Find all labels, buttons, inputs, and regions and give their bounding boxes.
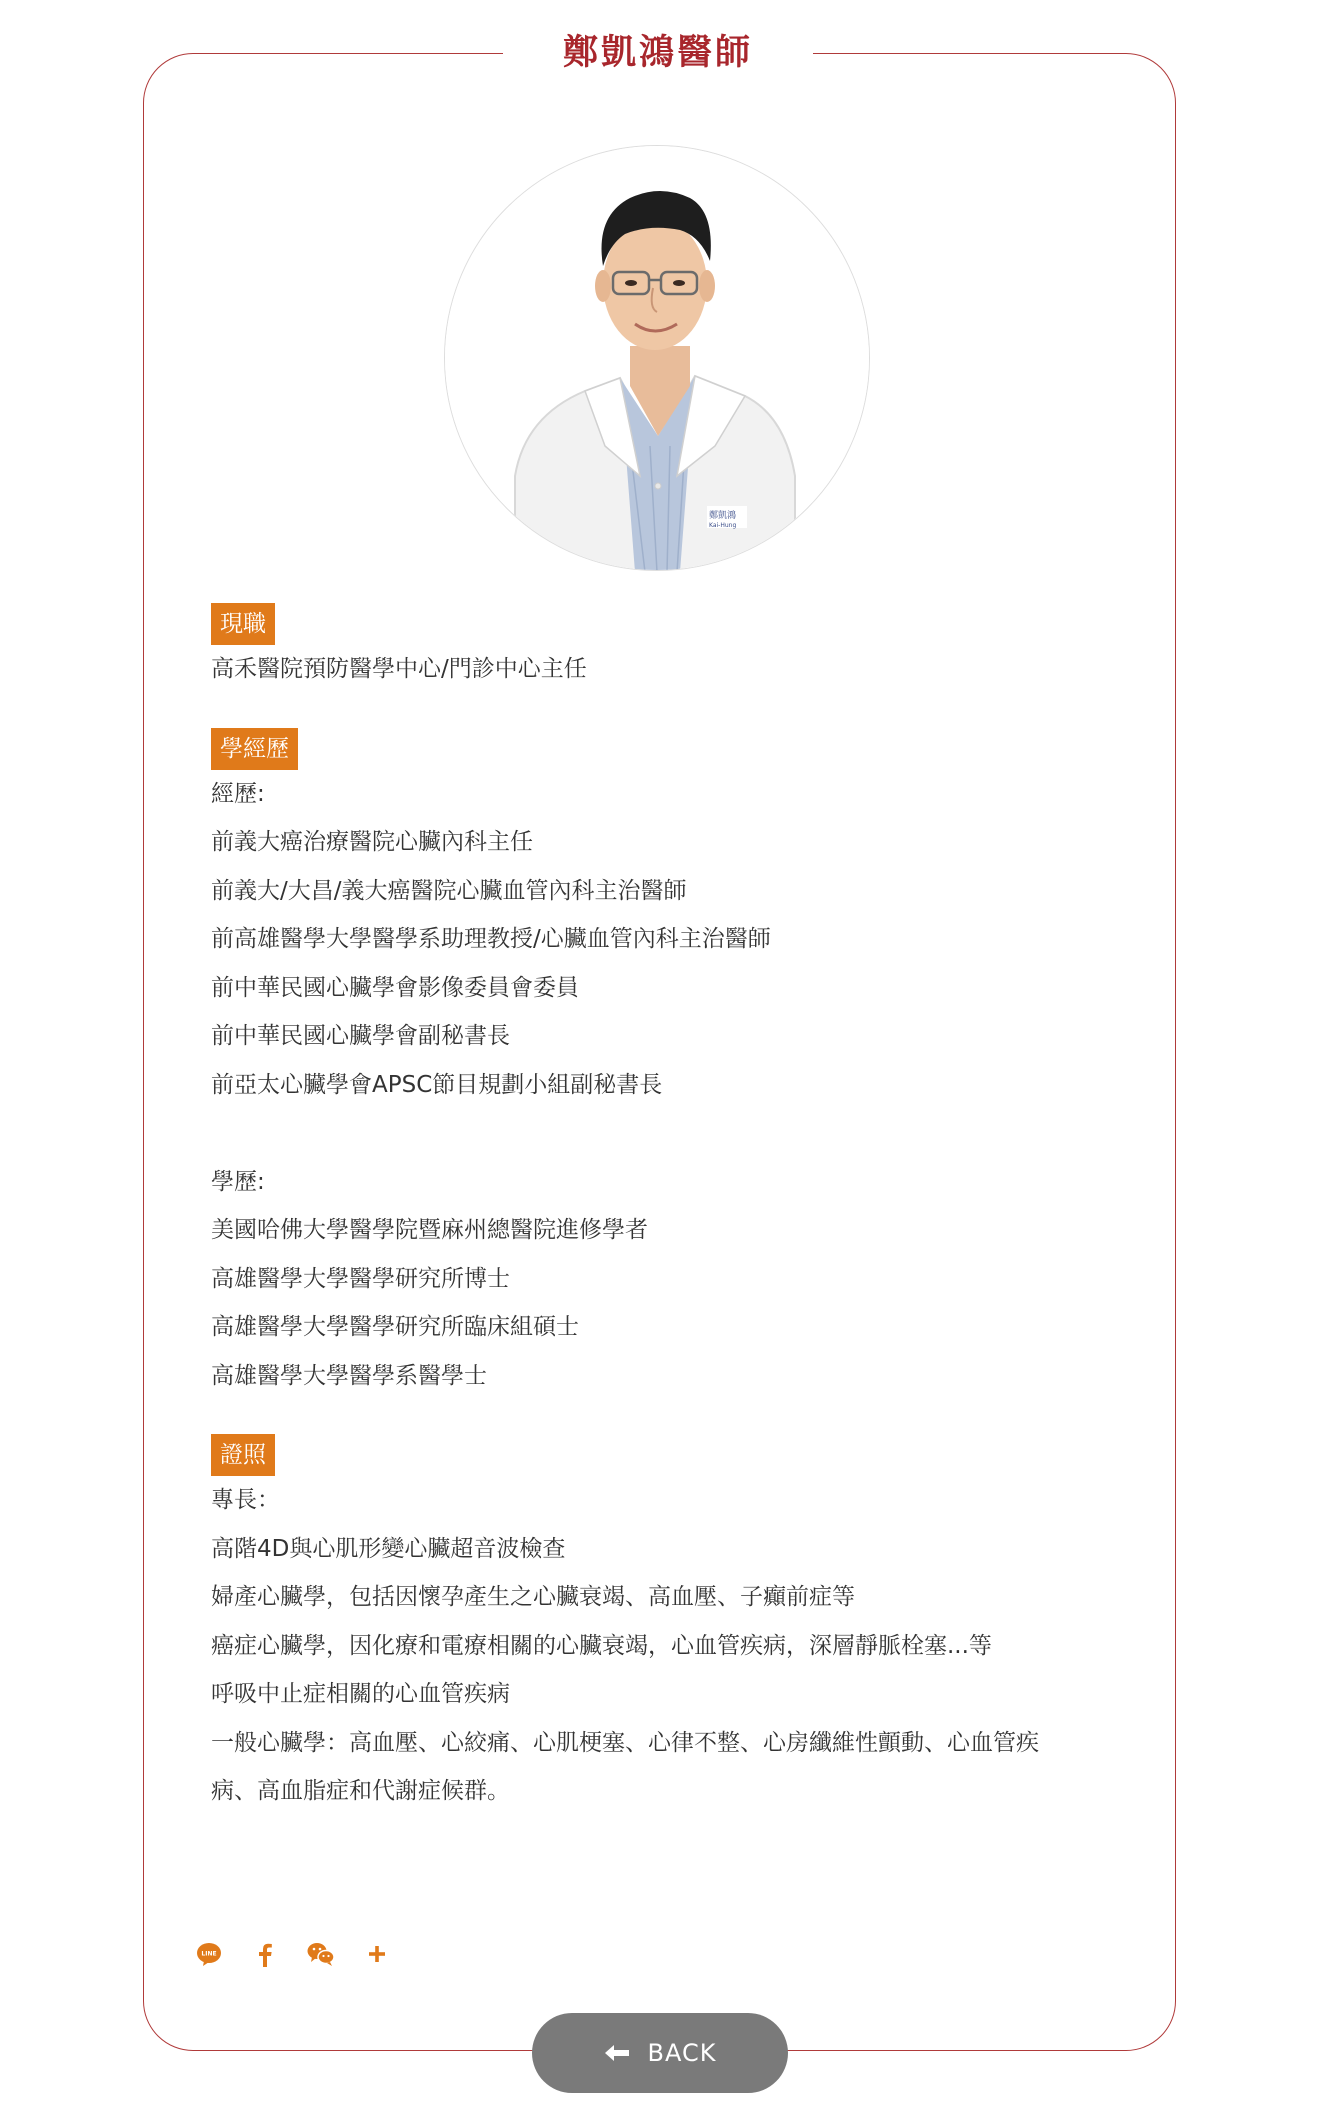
- doctor-portrait-illustration: [445, 146, 870, 571]
- experience-item: 前高雄醫學大學醫學系助理教授/心臟血管內科主治醫師: [211, 926, 771, 952]
- specialty-heading: 專長：: [211, 1487, 280, 1513]
- wechat-share-icon[interactable]: [305, 1938, 337, 1970]
- experience-item: 前中華民國心臟學會副秘書長: [211, 1023, 510, 1049]
- specialty-item: 病、高血脂症和代謝症候群。: [211, 1778, 510, 1804]
- experience-heading: 經歷:: [211, 780, 265, 807]
- line-icon-text: LINE: [201, 1950, 217, 1958]
- section-license: [211, 1434, 1111, 1816]
- back-button[interactable]: [532, 2013, 788, 2093]
- education-heading: 學歷:: [211, 1168, 265, 1195]
- education-item: 高雄醫學大學醫學研究所臨床組碩士: [211, 1314, 579, 1340]
- current-position-line: 高禾醫院預防醫學中心/門診中心主任: [211, 656, 587, 682]
- education-experience-badge: 學經歷: [211, 728, 298, 770]
- section-current-position: [211, 603, 1111, 694]
- specialty-item: 婦產心臟學，包括因懷孕產生之心臟衰竭、高血壓、子癲前症等: [211, 1584, 855, 1610]
- blank-line: [211, 1109, 1111, 1158]
- share-bar: [193, 1938, 393, 1970]
- specialty-item: 高階4D與心肌形變心臟超音波檢查: [211, 1535, 566, 1562]
- education-item: 高雄醫學大學醫學系醫學士: [211, 1362, 487, 1389]
- experience-item: 前亞太心臟學會APSC節目規劃小組副秘書長: [211, 1071, 663, 1098]
- facebook-share-icon[interactable]: [249, 1938, 281, 1970]
- experience-item: 前義大癌治療醫院心臟內科主任: [211, 829, 533, 855]
- svg-text:Kai-Hung: Kai-Hung: [709, 522, 737, 529]
- profile-content: [211, 603, 1111, 1850]
- arrow-left-icon: [604, 2044, 630, 2062]
- education-item: 高雄醫學大學醫學研究所博士: [211, 1265, 510, 1292]
- svg-text:鄭凱鴻: 鄭凱鴻: [709, 511, 737, 521]
- title-container: [503, 18, 813, 88]
- specialty-item: 癌症心臟學，因化療和電療相關的心臟衰竭，心血管疾病，深層靜脈栓塞...等: [211, 1632, 992, 1659]
- section-education-experience: [211, 728, 1111, 1401]
- back-button-label: BACK: [647, 2039, 717, 2067]
- plus-share-icon[interactable]: [361, 1938, 393, 1970]
- specialty-item: 呼吸中止症相關的心血管疾病: [211, 1681, 510, 1707]
- specialty-item: 一般心臟學：高血壓、心絞痛、心肌梗塞、心律不整、心房纖維性顫動、心血管疾: [211, 1729, 1039, 1756]
- education-item: 美國哈佛大學醫學院暨麻州總醫院進修學者: [211, 1217, 648, 1243]
- line-share-icon[interactable]: [193, 1938, 225, 1970]
- doctor-name-title: 鄭凱鴻醫師: [562, 33, 753, 73]
- current-position-badge: 現職: [211, 603, 275, 645]
- experience-item: 前中華民國心臟學會影像委員會委員: [211, 974, 579, 1001]
- license-badge: 證照: [211, 1434, 275, 1476]
- doctor-photo: [444, 145, 870, 571]
- experience-item: 前義大/大昌/義大癌醫院心臟血管內科主治醫師: [211, 877, 687, 904]
